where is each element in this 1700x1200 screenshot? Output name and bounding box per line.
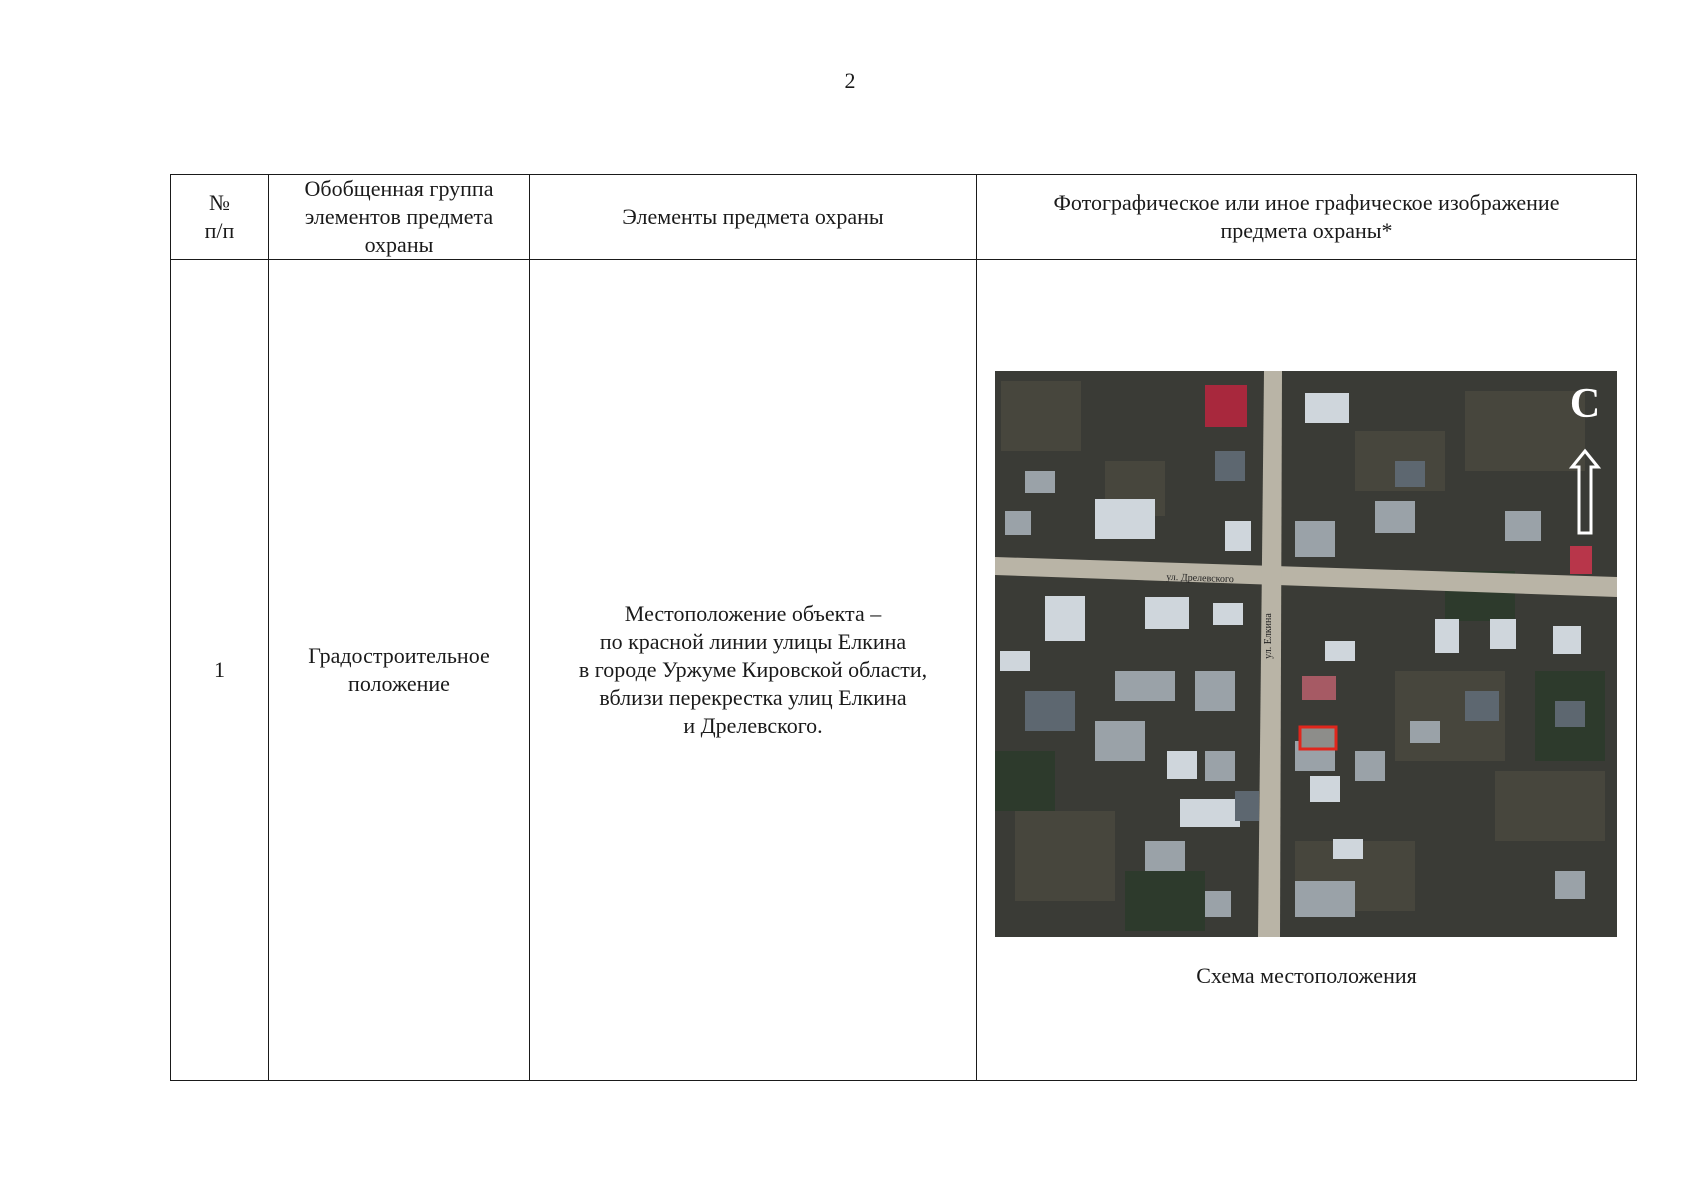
- row-group: Градостроительное положение: [269, 260, 530, 1081]
- table-header-row: [171, 175, 1637, 260]
- page-number: 2: [844, 68, 856, 93]
- satellite-image: [995, 371, 1617, 937]
- header-image: Фотографическое или иное графическое изображение предмета охраны*: [977, 175, 1637, 260]
- location-satellite-map: [995, 371, 1617, 937]
- protection-elements-table: [170, 174, 1637, 1081]
- row-image-cell: [977, 260, 1637, 1081]
- header-elements: Элементы предмета охраны: [530, 175, 977, 260]
- row-elements: Местоположение объекта – по красной линии улицы Елкина в городе Уржуме Кировской области, вблизи перекрестка улиц Елкина и Дрелевского.: [530, 260, 977, 1081]
- north-label: С: [1569, 381, 1601, 427]
- row-number: 1: [171, 260, 269, 1081]
- street-label-drelevskogo: ул. Дрелевского: [1166, 571, 1235, 586]
- header-group: Обобщенная группа элементов предмета охраны: [269, 175, 530, 260]
- map-caption: Схема местоположения: [1196, 963, 1417, 988]
- header-number: № п/п: [171, 175, 269, 260]
- street-label-elkina: ул. Елкина: [1263, 613, 1274, 659]
- table-row: [171, 260, 1637, 1081]
